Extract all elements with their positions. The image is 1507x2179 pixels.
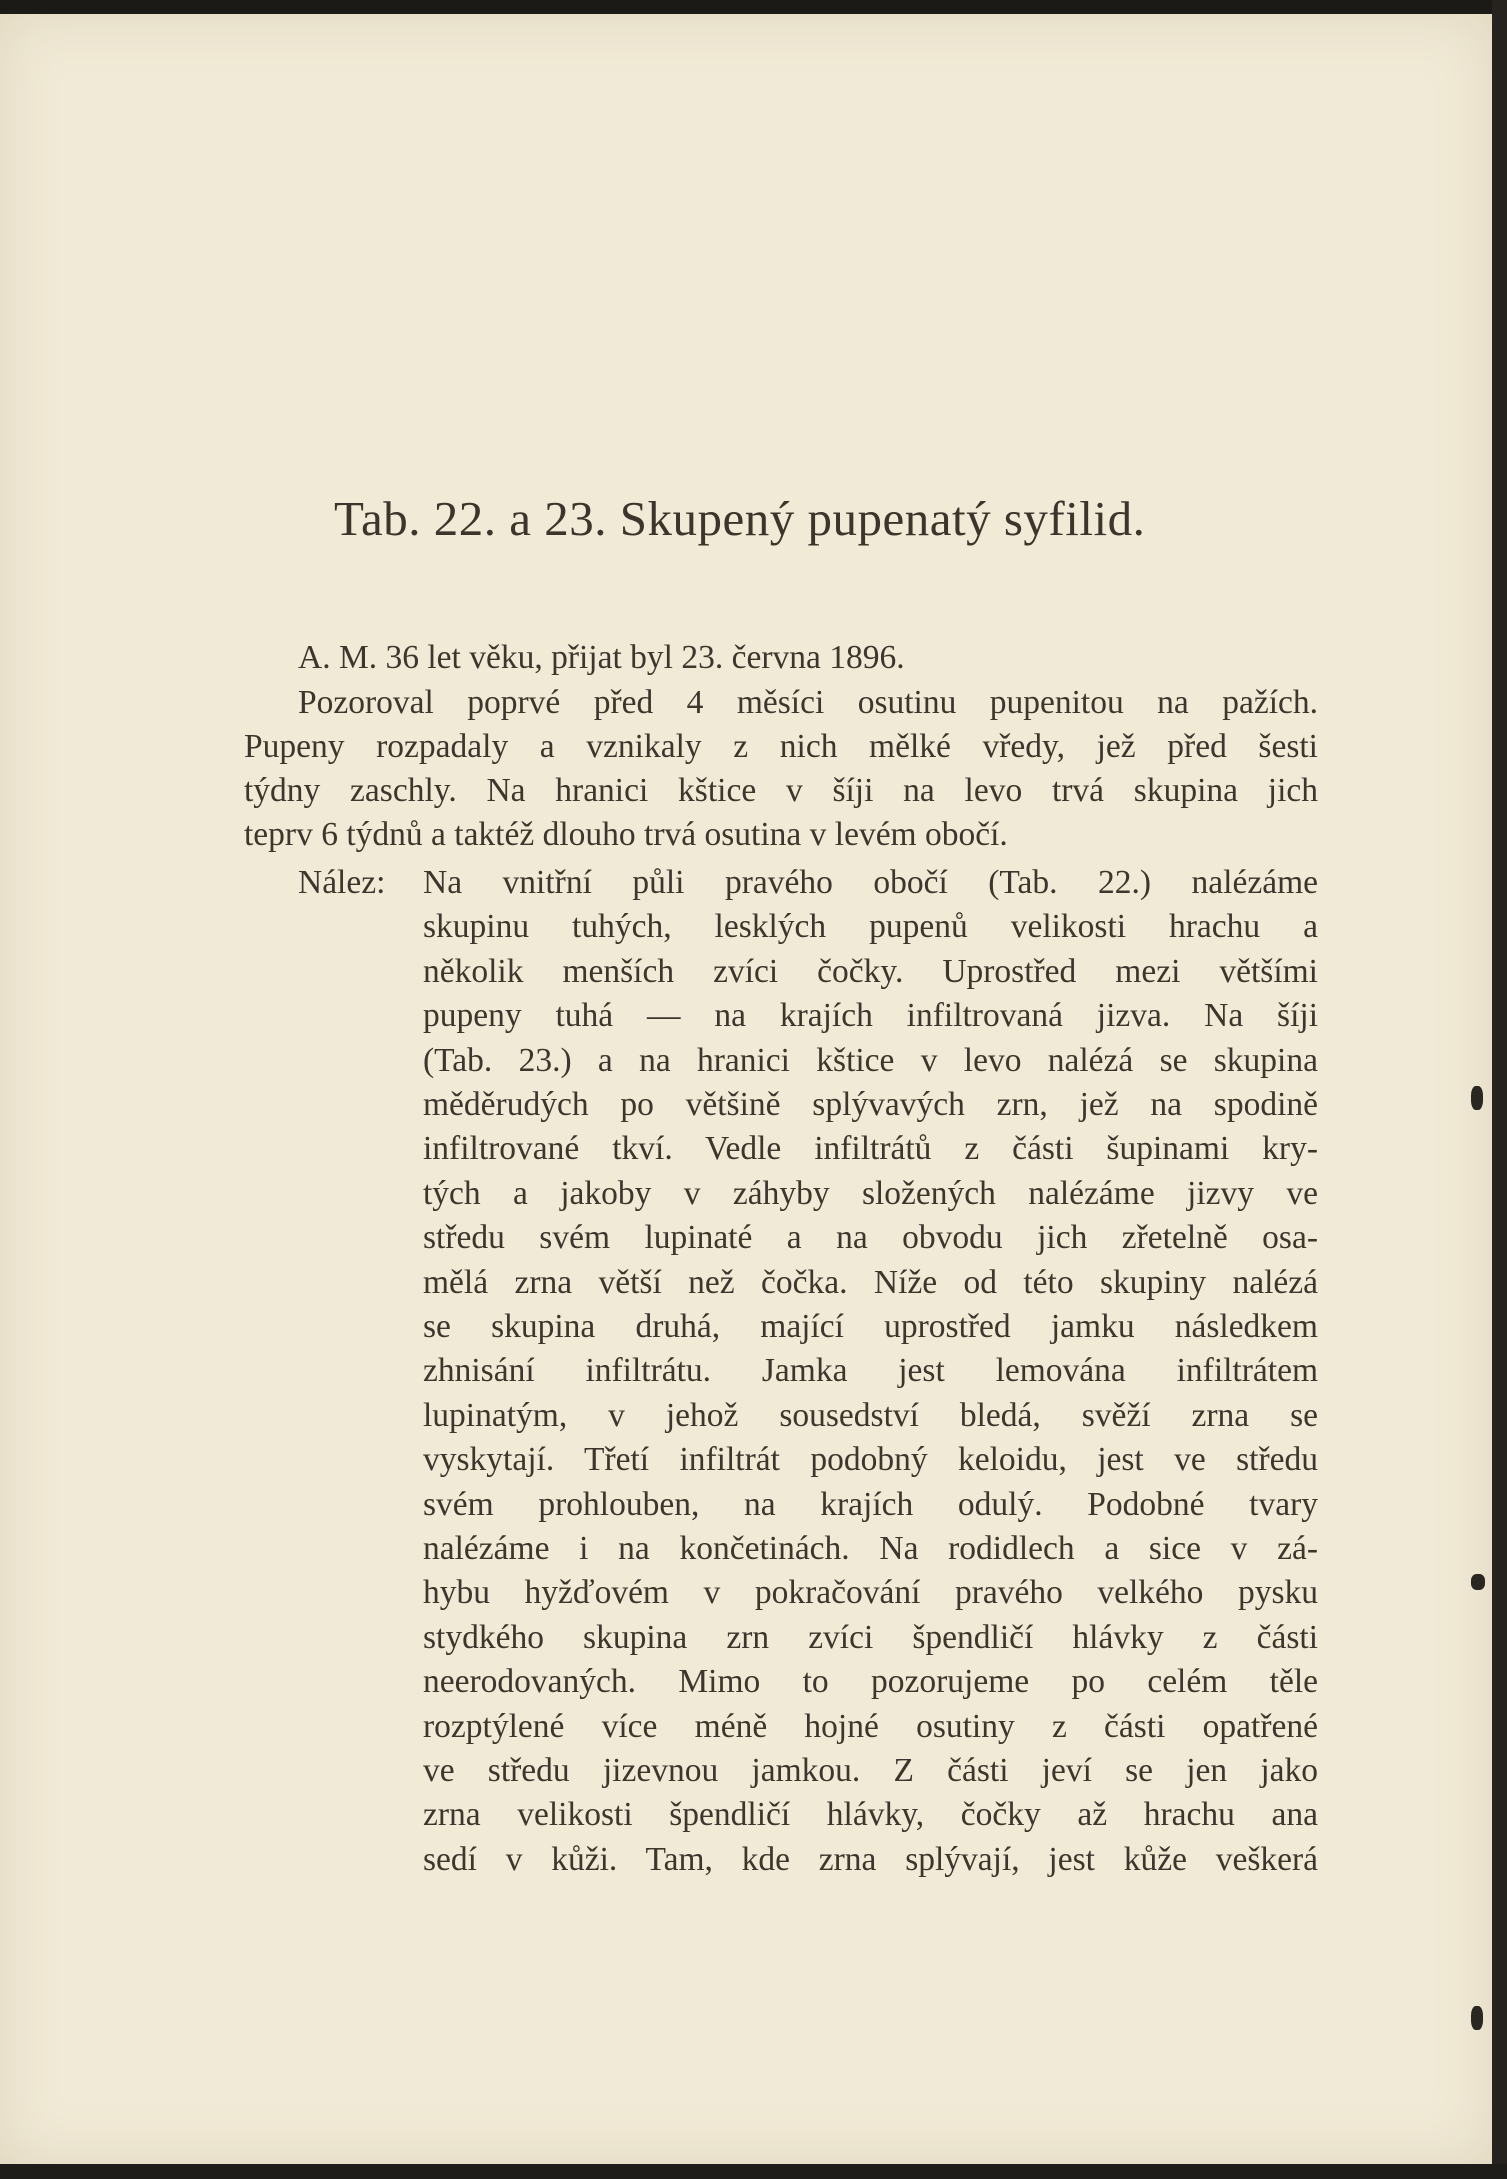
text-line: Pozoroval poprvé před 4 měsíci osutinu pupenitou na pažích. [298,684,1318,721]
text-line: A. M. 36 let věku, přijat byl 23. června 1896. [298,639,905,676]
text-line: neerodovaných. Mimo to pozorujeme po celém těle [423,1663,1318,1701]
text-line: středu svém lupinaté a na obvodu jich zřetelně osa- [423,1219,1318,1257]
text-line: skupinu tuhých, lesklých pupenů velikosti hrachu a [423,908,1318,946]
binding-mark [1471,2006,1483,2030]
text-line: týdny zaschly. Na hranici kštice v šíji na levo trvá skupina jich [244,772,1318,809]
text-line: stydkého skupina zrn zvíci špendličí hlávky z části [423,1618,1318,1656]
text-line: vyskytají. Třetí infiltrát podobný keloidu, jest ve středu [423,1441,1318,1479]
text-line: mělá zrna větší než čočka. Níže od této skupiny nalézá [423,1263,1318,1301]
text-line: infiltrované tkví. Vedle infiltrátů z části šupinami kry- [423,1130,1318,1168]
text-line: několik menších zvíci čočky. Uprostřed mezi většími [423,952,1318,990]
text-line: teprv 6 týdnů a taktéž dlouho trvá osutina v levém obočí. [244,816,1008,853]
text-line: pupeny tuhá — na krajích infiltrovaná jizva. Na šíji [423,997,1318,1035]
finding-label: Nález: [298,864,386,901]
text-line: rozptýlené více méně hojné osutiny z části opatřené [423,1707,1318,1745]
text-line: lupinatým, v jehož sousedství bledá, svěží zrna se [423,1396,1318,1434]
text-line: tých a jakoby v záhyby složených nalézáme jizvy ve [423,1174,1318,1212]
binding-mark [1471,1086,1483,1110]
text-line: Na vnitřní půli pravého obočí (Tab. 22.) nalézáme [423,864,1318,901]
text-line: se skupina druhá, mající uprostřed jamku následkem [423,1308,1318,1345]
binding-mark [1471,1574,1485,1590]
text-line: Pupeny rozpadaly a vznikaly z nich mělké vředy, jež před šesti [244,728,1318,765]
text-line: zrna velikosti špendličí hlávky, čočky až hrachu ana [423,1796,1318,1834]
page-edge-bottom [0,2164,1507,2179]
text-line: zhnisání infiltrátu. Jamka jest lemována infiltrátem [423,1352,1318,1390]
text-line: ve středu jizevnou jamkou. Z části jeví se jen jako [423,1752,1318,1789]
text-line: hybu hyžďovém v pokračování pravého velkého pysku [423,1574,1318,1612]
text-line: svém prohlouben, na krajích odulý. Podobné tvary [423,1485,1318,1523]
text-line: sedí v kůži. Tam, kde zrna splývají, jest kůže veškerá [423,1840,1318,1878]
text-line: (Tab. 23.) a na hranici kštice v levo nalézá se skupina [423,1041,1318,1079]
text-line: měděrudých po většině splývavých zrn, jež na spodině [423,1086,1318,1123]
page-title: Tab. 22. a 23. Skupený pupenatý syfilid. [334,491,1146,546]
text-line: nalézáme i na končetinách. Na rodidlech a sice v zá- [423,1530,1318,1567]
page-edge-right [1492,0,1507,2179]
